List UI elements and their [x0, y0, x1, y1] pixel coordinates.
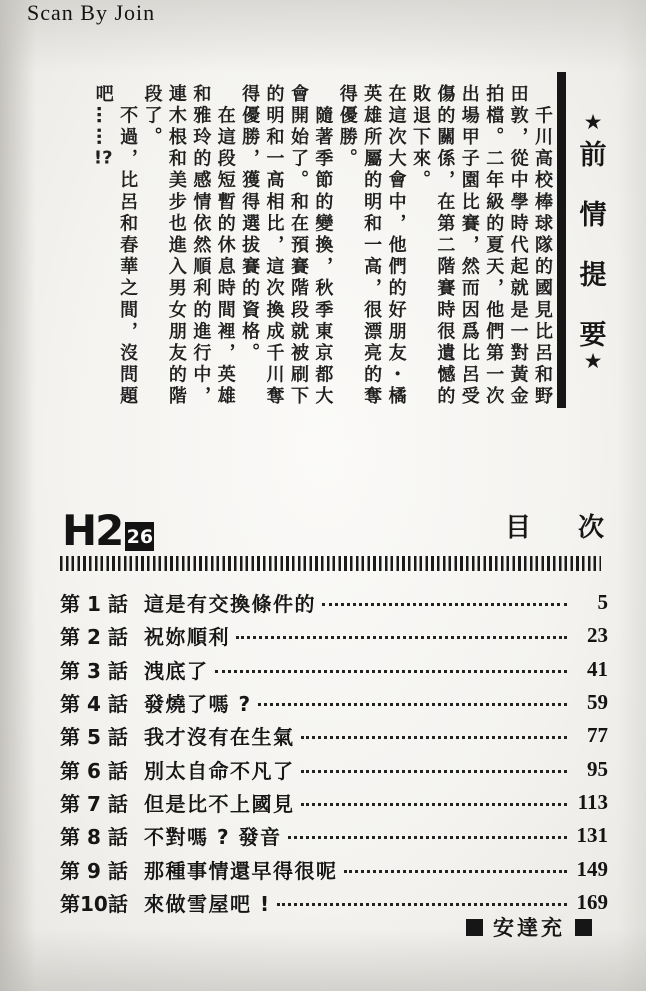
dotted-leader: [322, 603, 567, 606]
toc-row: [60, 686, 608, 719]
chapter-label: 第 5 話: [60, 725, 128, 750]
volume-badge: 26: [125, 522, 154, 551]
toc-divider: [60, 556, 601, 571]
recap-paragraph: 千川高校棒球隊的國見比呂和野田敦，從中學時代起就是一對黃金拍檔。二年級的夏天，他們第一次出場甲子園比賽，然而因爲比呂受傷的關係，在第二階賽時很遺憾的敗退下來。: [409, 84, 553, 408]
chapter-label: 第10話: [60, 891, 128, 916]
recap-paragraph: 在這段短暫的休息時間裡，英雄和雅玲的感情依然順利的進行中，連木根和美步也進入男女朋友的階段了。: [141, 84, 236, 408]
page-number: 77: [587, 723, 608, 748]
recap-divider-bar: [557, 72, 566, 408]
toc-row: [60, 752, 608, 785]
toc-row: [60, 586, 608, 619]
page-number: 131: [576, 823, 608, 848]
toc-header-char: 次: [577, 513, 604, 543]
chapter-title: 但是比不上國見: [144, 791, 295, 816]
toc-row: [60, 619, 608, 652]
toc-list: [60, 586, 608, 919]
chapter-title: 那種事情還早得很呢: [144, 858, 338, 883]
chapter-label: 第 6 話: [60, 758, 128, 783]
chapter-title: 別太自命不凡了: [144, 758, 295, 783]
page-number: 59: [587, 690, 608, 715]
page-number: 113: [577, 789, 608, 814]
dotted-leader: [344, 870, 568, 873]
chapter-title: 不對嗎 ? 發音: [144, 825, 282, 850]
recap-title: [572, 112, 614, 381]
toc-row: [60, 852, 608, 885]
recap-paragraphs: [86, 84, 554, 414]
dotted-leader: [301, 803, 568, 806]
recap-paragraph: 不過，比呂和春華之間，沒問題吧……!?: [92, 84, 139, 408]
dotted-leader: [301, 736, 568, 739]
page-number: 23: [587, 623, 608, 648]
chapter-title: 祝妳順利: [144, 625, 230, 650]
star-icon: ★: [583, 110, 603, 134]
chapter-label: 第 2 話: [60, 625, 128, 650]
page-number: 41: [587, 656, 608, 681]
dotted-leader: [277, 903, 567, 906]
scan-credit: Scan By Join: [27, 0, 156, 25]
page-number: 169: [576, 889, 608, 914]
author-name: 安達充: [493, 916, 565, 940]
logo-text: H2: [62, 506, 123, 555]
chapter-label: 第 9 話: [60, 858, 128, 883]
series-logo: [62, 506, 154, 555]
toc-row: [60, 819, 608, 852]
recap-title-char: 前: [579, 140, 607, 171]
dotted-leader: [236, 636, 567, 639]
page-number: 5: [597, 590, 608, 615]
chapter-label: 第 3 話: [60, 658, 128, 683]
dotted-leader: [215, 670, 568, 673]
toc-row: [60, 653, 608, 686]
dotted-leader: [288, 836, 567, 839]
toc-row: [60, 786, 608, 819]
chapter-title: 洩底了: [144, 658, 209, 683]
chapter-label: 第 8 話: [60, 825, 128, 850]
page-number: 95: [587, 756, 608, 781]
black-square-icon: [466, 919, 483, 936]
recap-paragraph: 在這次大會中，他們的好朋友・橘英雄所屬的明和一高，很漂亮的奪得優勝。: [336, 84, 407, 408]
recap-paragraph: 隨著季節的變換，秋季東京都大會開始了。和在預賽階段就被刷下的明和一高相比，這次換成千川奪得優勝，獲得選拔賽的資格。: [239, 84, 334, 408]
dotted-leader: [301, 770, 568, 773]
chapter-title: 這是有交換條件的: [144, 592, 316, 617]
chapter-title: 我才沒有在生氣: [144, 725, 295, 750]
recap-title-char: 提: [579, 260, 607, 291]
page-number: 149: [576, 856, 608, 881]
author-credit: [466, 912, 592, 942]
toc-row: [60, 719, 608, 752]
chapter-label: 第 1 話: [60, 592, 128, 617]
chapter-title: 來做雪屋吧 !: [144, 891, 271, 916]
toc-header: [505, 514, 604, 543]
recap-title-char: 情: [579, 200, 607, 231]
star-icon: ★: [583, 349, 603, 373]
toc-header-char: 目: [505, 513, 532, 543]
recap-title-char: 要: [579, 320, 607, 351]
dotted-leader: [258, 703, 567, 706]
chapter-label: 第 7 話: [60, 791, 128, 816]
chapter-title: 發燒了嗎 ?: [144, 692, 252, 717]
black-square-icon: [575, 919, 592, 936]
chapter-label: 第 4 話: [60, 692, 128, 717]
